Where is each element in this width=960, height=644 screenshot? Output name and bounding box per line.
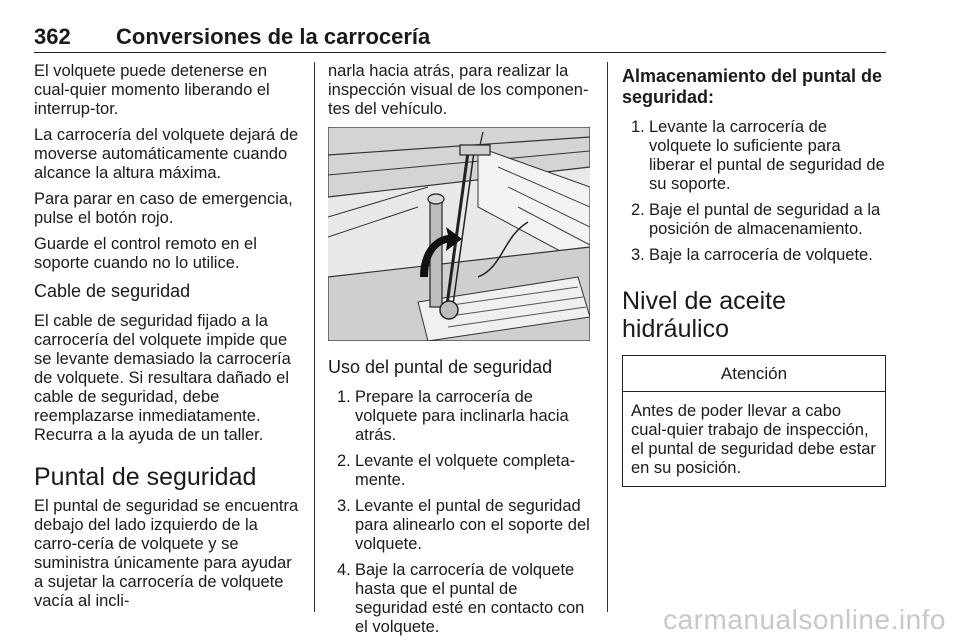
paragraph: La carrocería del volquete dejará de moverse automáticamente cuando alcance la altura máxima. bbox=[34, 126, 299, 182]
heading-almacenamiento: Almacenamiento del puntal de seguridad: bbox=[622, 66, 883, 107]
page-title: Conversiones de la carrocería bbox=[116, 24, 431, 49]
step-text: Baje la carrocería de volquete. bbox=[649, 246, 873, 264]
step-number: 1. bbox=[337, 388, 351, 406]
step-text: Levante el volquete completa-mente. bbox=[355, 452, 576, 489]
step-text: Prepare la carrocería de volquete para inclinarla hacia atrás. bbox=[355, 388, 569, 444]
column-divider bbox=[607, 62, 608, 612]
list-item bbox=[328, 388, 590, 445]
paragraph: El volquete puede detenerse en cual-quier momento liberando el interrup-tor. bbox=[34, 62, 270, 118]
paragraph: Para parar en caso de emergencia, pulse el botón rojo. bbox=[34, 190, 293, 227]
column-3 bbox=[622, 62, 886, 487]
step-number: 1. bbox=[631, 118, 645, 136]
list-item bbox=[622, 118, 886, 194]
page-number: 362 bbox=[34, 24, 71, 49]
attention-text: Antes de poder llevar a cabo cual-quier trabajo de inspección, el puntal de seguridad debe estar en su posición. bbox=[631, 402, 876, 477]
list-item bbox=[328, 497, 590, 554]
step-number: 4. bbox=[337, 561, 351, 579]
step-text: Levante el puntal de seguridad para alinearlo con el soporte del volquete. bbox=[355, 497, 590, 553]
column-1 bbox=[34, 62, 302, 618]
heading-uso: Uso del puntal de seguridad bbox=[328, 357, 553, 377]
illustration-svg bbox=[328, 127, 590, 341]
column-2 bbox=[328, 62, 590, 644]
list-item bbox=[622, 246, 886, 265]
step-text: Baje el puntal de seguridad a la posición de almacenamiento. bbox=[649, 201, 881, 238]
paragraph: Guarde el control remoto en el soporte cuando no lo utilice. bbox=[34, 235, 257, 272]
attention-box bbox=[622, 355, 886, 487]
step-number: 2. bbox=[337, 452, 351, 470]
step-number: 3. bbox=[337, 497, 351, 515]
paragraph: El puntal de seguridad se encuentra debajo del lado izquierdo de la carro-cería de volquete y se suministra únicamente para ayudar a sujetar la carrocería de volquete vacía al incli- bbox=[34, 497, 299, 610]
heading-cable: Cable de seguridad bbox=[34, 281, 191, 301]
steps-list bbox=[622, 118, 886, 265]
list-item bbox=[328, 452, 590, 490]
paragraph: El cable de seguridad fijado a la carrocería del volquete impide que se levante demasiado la carrocería de volquete. Si resultara dañado el cable de seguridad, debe reemplazarse inmediatamente. Recurra a la ayuda de un taller. bbox=[34, 312, 291, 444]
list-item bbox=[328, 561, 590, 637]
paragraph: narla hacia atrás, para realizar la inspección visual de los componen-tes del vehículo. bbox=[328, 62, 589, 118]
step-number: 2. bbox=[631, 201, 645, 219]
watermark: carmanualsonline.info bbox=[663, 604, 946, 635]
step-text: Levante la carrocería de volquete lo suficiente para liberar el puntal de seguridad de su soporte. bbox=[649, 118, 885, 193]
steps-list bbox=[328, 388, 590, 637]
attention-title: Atención bbox=[623, 356, 885, 392]
heading-puntal: Puntal de seguridad bbox=[34, 463, 257, 491]
page-header bbox=[34, 22, 886, 53]
step-number: 3. bbox=[631, 246, 645, 264]
column-divider bbox=[314, 62, 315, 612]
step-text: Baje la carrocería de volquete hasta que el puntal de seguridad esté en contacto con el volquete. bbox=[355, 561, 585, 636]
heading-nivel-aceite: Nivel de aceite hidráulico bbox=[622, 287, 786, 343]
safety-prop-illustration bbox=[328, 127, 590, 341]
list-item bbox=[622, 201, 886, 239]
